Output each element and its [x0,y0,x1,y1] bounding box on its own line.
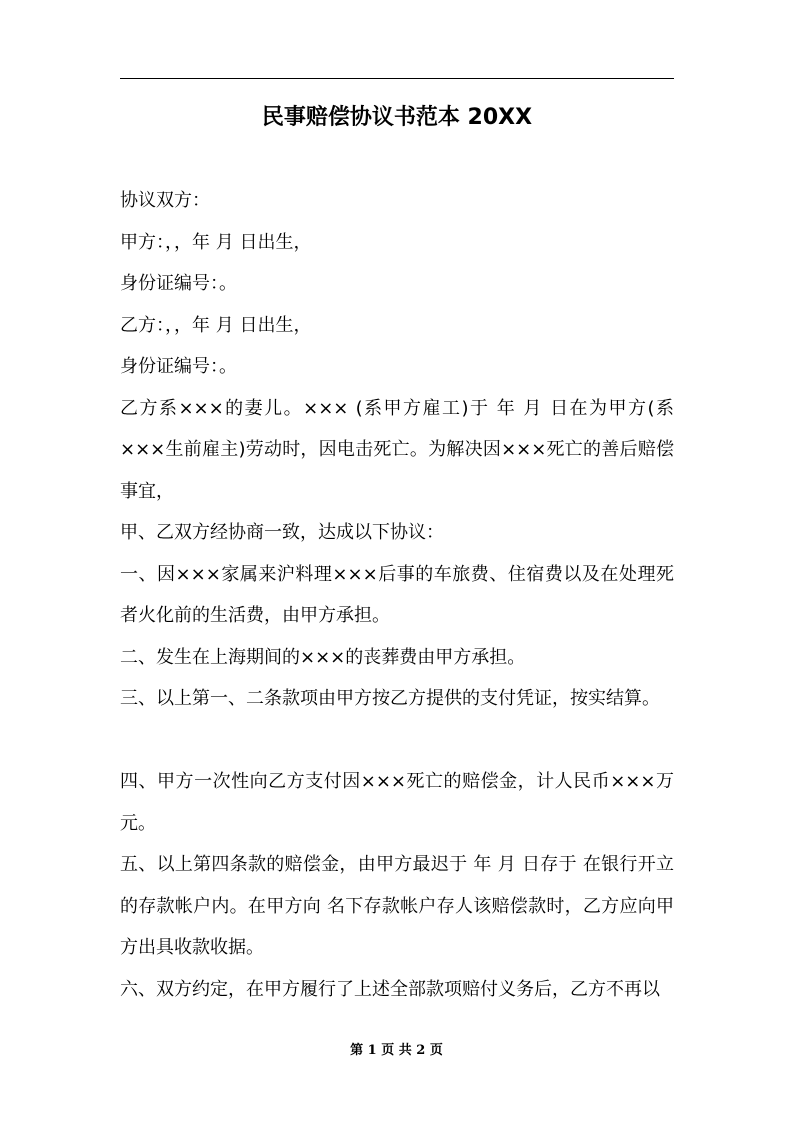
paragraph-parties-heading: 协议双方： [120,190,210,211]
footer-current-page: 1 [367,1043,377,1058]
paragraph-agreement-intro: 甲、乙双方经协商一致，达成以下协议： [120,522,444,543]
paragraph-party-b-id: 身份证编号：。 [120,356,237,377]
document-title: 民事赔偿协议书范本 20XX [261,105,533,130]
paragraph-clause-1: 一、因×××家属来沪料理×××后事的车旅费、住宿费以及在处理死者火化前的生活费，由甲方承担。 [120,563,674,626]
paragraph-clause-6: 六、双方约定，在甲方履行了上述全部款项赔付义务后，乙方不再以 [120,978,660,1000]
footer-mid: 页 共 [381,1043,412,1058]
page-footer [0,1040,793,1062]
paragraph-blank [120,720,674,762]
paragraph-clause-4: 四、甲方一次性向乙方支付因×××死亡的赔偿金，计人民币×××万元。 [120,771,674,834]
footer-suffix: 页 [429,1043,443,1058]
footer-prefix: 第 [350,1043,364,1058]
footer-total-pages: 2 [416,1043,426,1058]
header-rule [120,78,674,79]
paragraph-background: 乙方系×××的妻儿。××× (系甲方雇工)于 年 月 日在为甲方(系×××生前雇主)劳动时，因电击死亡。为解决因×××死亡的善后赔偿事宜， [120,397,674,502]
paragraph-party-b: 乙方：，，年 月 日出生， [120,314,312,336]
paragraph-clause-3: 三、以上第一、二条款项由甲方按乙方提供的支付凭证，按实结算。 [120,688,660,709]
paragraph-clause-2: 二、发生在上海期间的×××的丧葬费由甲方承担。 [120,646,526,668]
paragraph-party-a-id: 身份证编号：。 [120,273,237,294]
paragraph-clause-5: 五、以上第四条款的赔偿金，由甲方最迟于 年 月 日存于 在银行开立的存款帐户内。在甲方向 名下存款帐户存人该赔偿款时，乙方应向甲方出具收款收据。 [120,854,674,958]
document-body [120,180,674,1010]
paragraph-party-a: 甲方：，，年 月 日出生， [120,231,312,253]
